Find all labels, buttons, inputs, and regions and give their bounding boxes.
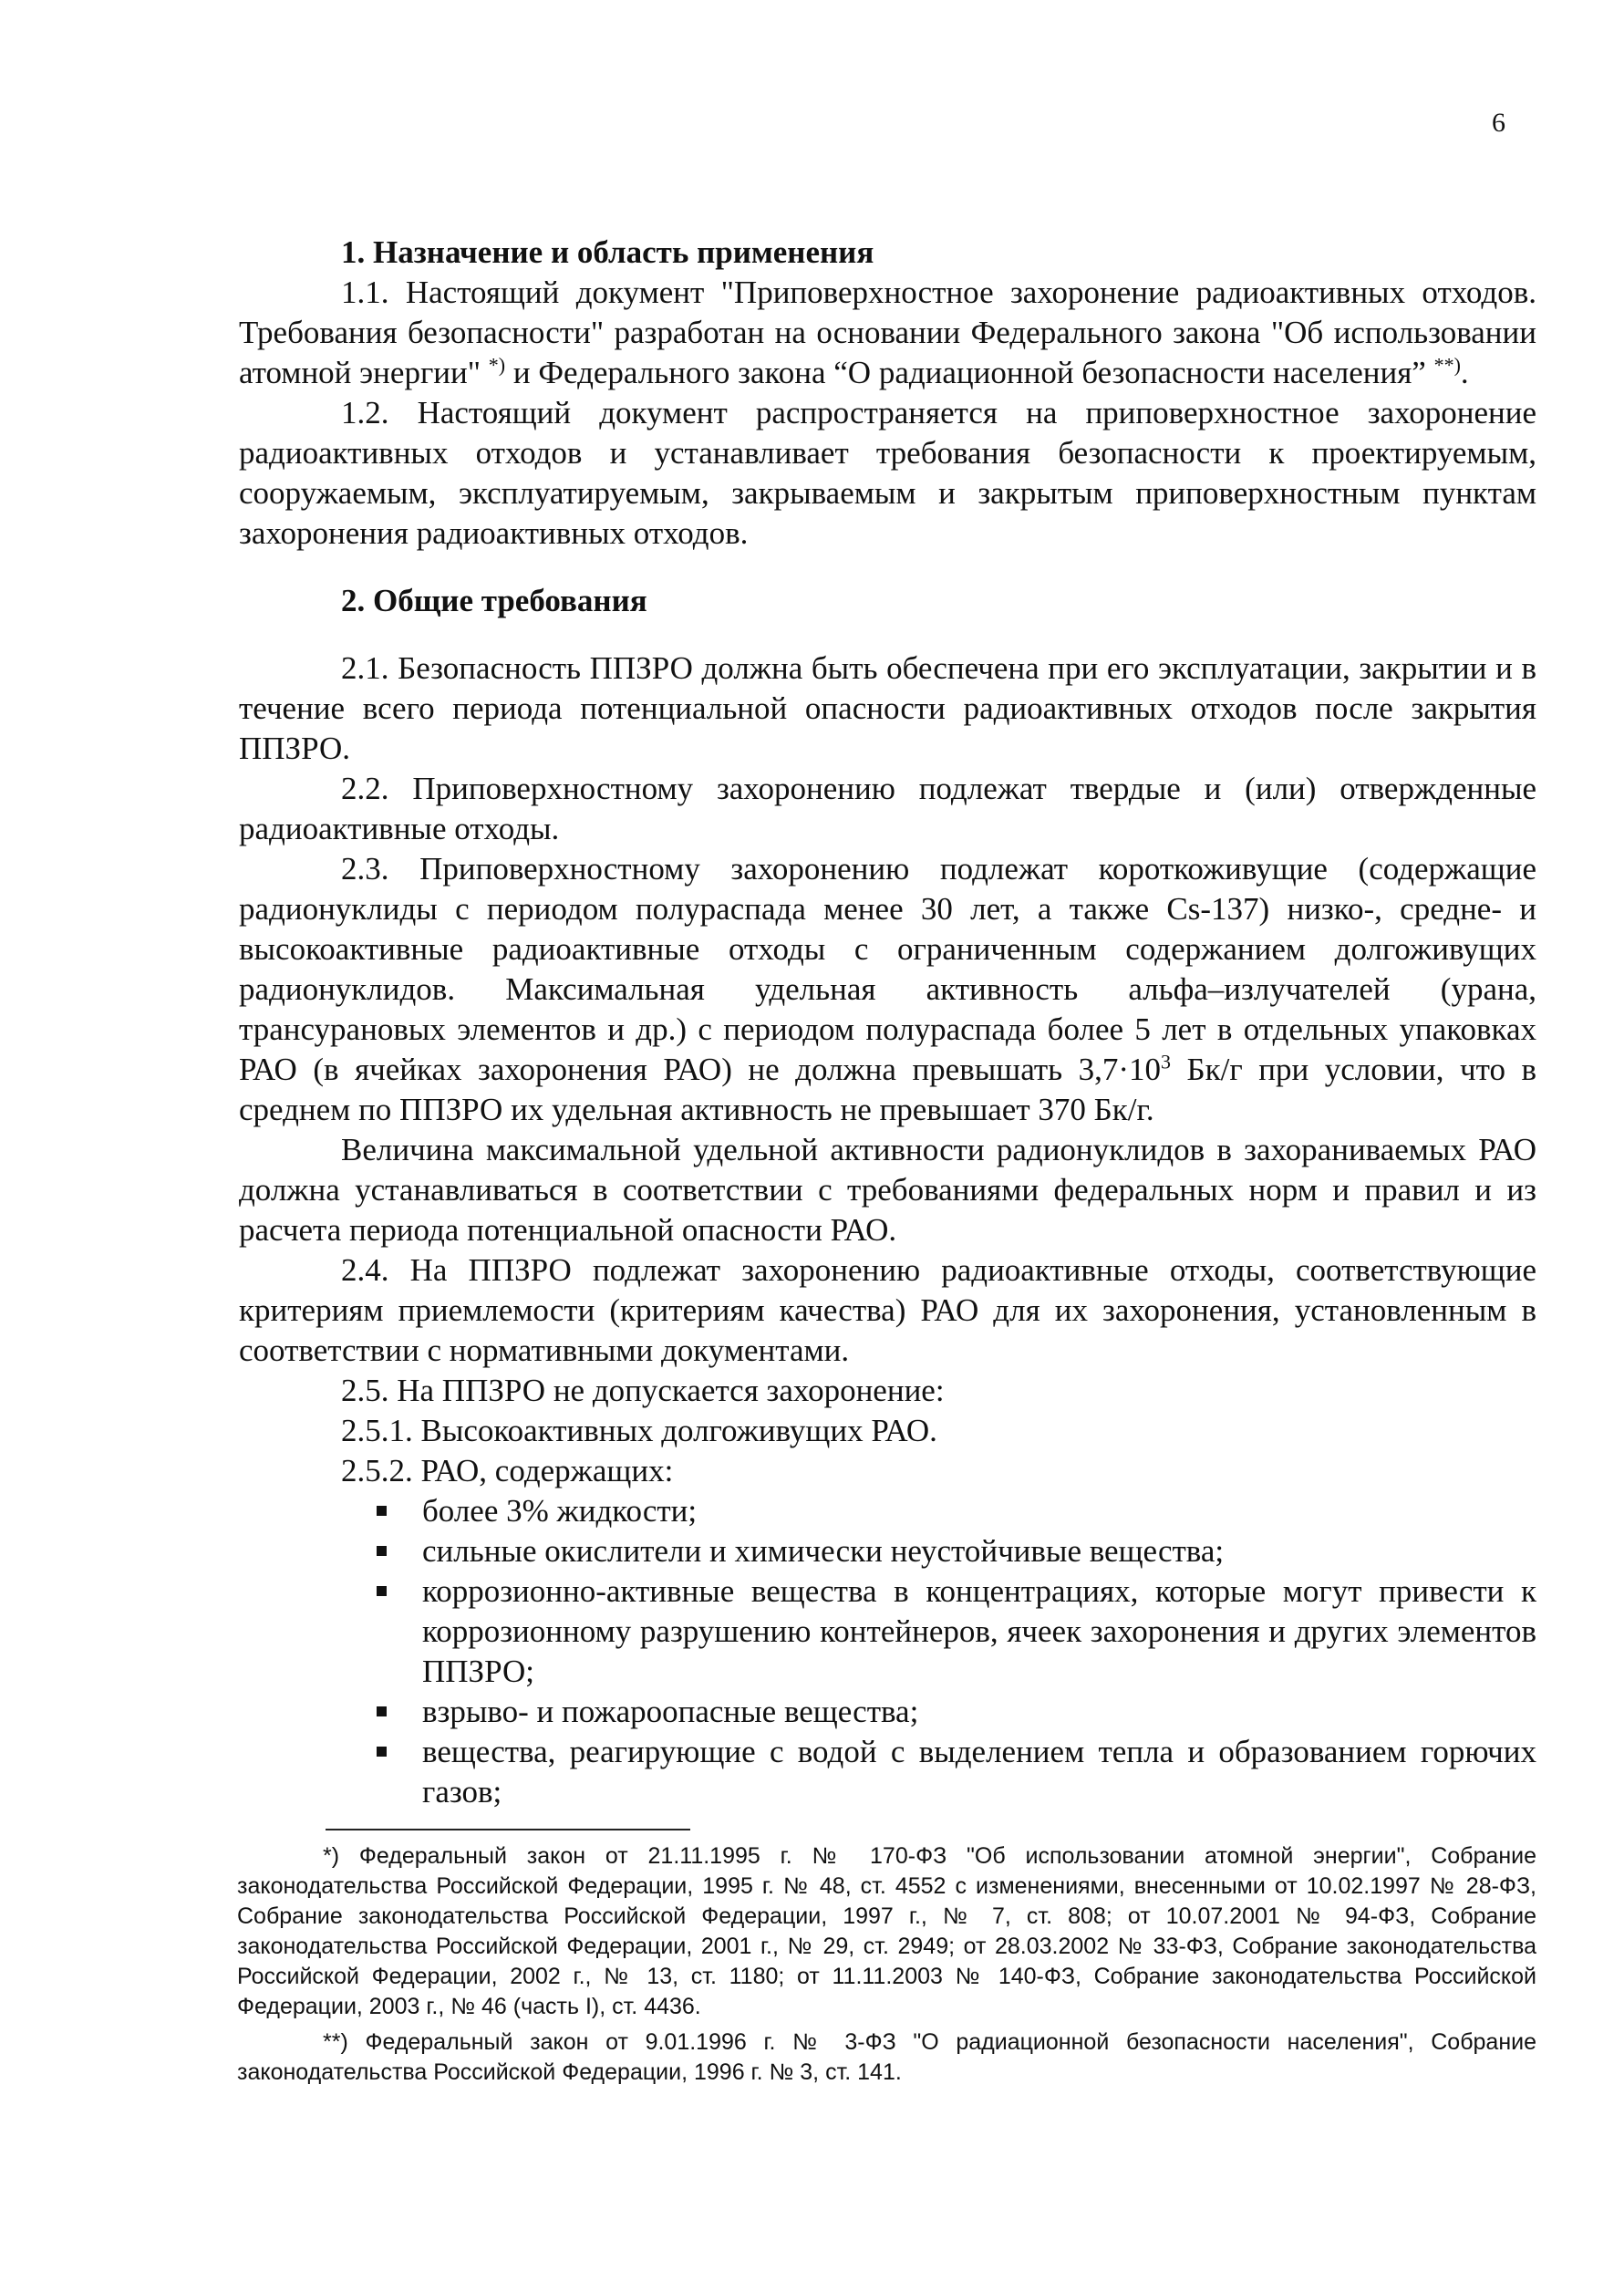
bullet-list bbox=[239, 1491, 1536, 1812]
paragraph-1-1-end: . bbox=[1460, 355, 1469, 390]
square-bullet-icon bbox=[377, 1506, 387, 1516]
footnote-mark-2: **) bbox=[1433, 353, 1461, 377]
list-item: взрыво- и пожароопасные вещества; bbox=[371, 1692, 1536, 1732]
paragraph-2-5-1: 2.5.1. Высокоактивных долгоживущих РАО. bbox=[341, 1413, 937, 1448]
footnote-separator bbox=[326, 1829, 690, 1830]
paragraph-2-5: 2.5. На ППЗРО не допускается захоронение: bbox=[341, 1373, 945, 1408]
list-item: вещества, реагирующие с водой с выделением тепла и образованием горючих газов; bbox=[371, 1732, 1536, 1812]
paragraph-1-1-text: 1.1. Настоящий документ "Приповерхностное захоронение радиоактивных отходов. Требования безопасности" разработан на основании Федерального закона "Об использовании атомной энергии" bbox=[239, 275, 1536, 390]
exponent: 3 bbox=[1161, 1050, 1172, 1073]
section-1-heading: 1. Назначение и область применения bbox=[341, 234, 874, 270]
paragraph-1-1-text-cont: и Федерального закона “О радиационной безопасности населения” bbox=[505, 355, 1434, 390]
section-2-heading: 2. Общие требования bbox=[341, 583, 647, 618]
document-body bbox=[239, 233, 1536, 1812]
paragraph-2-5-2: 2.5.2. РАО, содержащих: bbox=[341, 1453, 674, 1488]
footnote-mark-1: *) bbox=[488, 353, 506, 377]
paragraph-2-3-text-cont: Бк/г при условии, что в среднем по ППЗРО их удельная активность не превышает 370 Бк/г. bbox=[239, 1052, 1536, 1127]
square-bullet-icon bbox=[377, 1546, 387, 1556]
paragraph-2-1: 2.1. Безопасность ППЗРО должна быть обеспечена при его эксплуатации, закрытии и в течение всего периода потенциальной опасности радиоактивных отходов после закрытия ППЗРО. bbox=[239, 650, 1536, 766]
list-item: более 3% жидкости; bbox=[371, 1491, 1536, 1531]
footnotes bbox=[237, 1841, 1536, 2093]
footnote-2: **) Федеральный закон от 9.01.1996 г. № 3-ФЗ "О радиационной безопасности населения", Собрание законодательства Российской Федерации, 1996 г. № 3, ст. 141. bbox=[237, 2029, 1536, 2085]
list-item: сильные окислители и химически неустойчивые вещества; bbox=[371, 1531, 1536, 1571]
list-item: коррозионно-активные вещества в концентрациях, которые могут привести к коррозионному разрушению контейнеров, ячеек захоронения и других элементов ППЗРО; bbox=[371, 1571, 1536, 1692]
paragraph-1-2: 1.2. Настоящий документ распространяется на приповерхностное захоронение радиоактивных отходов и устанавливает требования безопасности к проектируемым, сооружаемым, эксплуатируемым, закрываемым и закрытым приповерхностным пунктам захоронения радиоактивных отходов. bbox=[239, 395, 1536, 551]
square-bullet-icon bbox=[377, 1747, 387, 1757]
square-bullet-icon bbox=[377, 1706, 387, 1716]
page-number: 6 bbox=[1492, 108, 1505, 138]
square-bullet-icon bbox=[377, 1586, 387, 1596]
paragraph-2-3 bbox=[239, 849, 1536, 1130]
footnote-1: *) Федеральный закон от 21.11.1995 г. № 170-ФЗ "Об использовании атомной энергии", Собрание законодательства Российской Федерации, 1995 г. № 48, ст. 4552 с изменениями, внесенными от 10.02.1997 № 28-ФЗ, Собрание законодательства Российской Федерации, 1997 г., № 7, ст. 808; от 10.07.2001 № 94-ФЗ, Собрание законодательства Российской Федерации, 2001 г., № 29, ст. 2949; от 28.03.2002 № 33-ФЗ, Собрание законодательства Российской Федерации, 2002 г., № 13, ст. 1180; от 11.11.2003 № 140-ФЗ, Собрание законодательства Российской Федерации, 2003 г., № 46 (часть I), ст. 4436. bbox=[237, 1843, 1536, 2019]
paragraph-1-1 bbox=[239, 273, 1536, 393]
paragraph-2-2: 2.2. Приповерхностному захоронению подлежат твердые и (или) отвержденные радиоактивные отходы. bbox=[239, 771, 1536, 846]
paragraph-2-4: 2.4. На ППЗРО подлежат захоронению радиоактивные отходы, соответствующие критериям приемлемости (критериям качества) РАО для их захоронения, установленным в соответствии с нормативными документами. bbox=[239, 1252, 1536, 1368]
paragraph-2-3-continuation: Величина максимальной удельной активности радионуклидов в захораниваемых РАО должна устанавливаться в соответствии с требованиями федеральных норм и правил и из расчета периода потенциальной опасности РАО. bbox=[239, 1132, 1536, 1248]
paragraph-2-3-text: 2.3. Приповерхностному захоронению подлежат короткоживущие (содержащие радионуклиды с периодом полураспада менее 30 лет, а также Cs-137) низко-, средне- и высокоактивные радиоактивные отходы с ограниченным содержанием долгоживущих радионуклидов. Максимальная удельная активность альфа–излучателей (урана, трансурановых элементов и др.) с периодом полураспада более 5 лет в отдельных упаковках РАО (в ячейках захоронения РАО) не должна превышать 3,7·10 bbox=[239, 851, 1536, 1087]
